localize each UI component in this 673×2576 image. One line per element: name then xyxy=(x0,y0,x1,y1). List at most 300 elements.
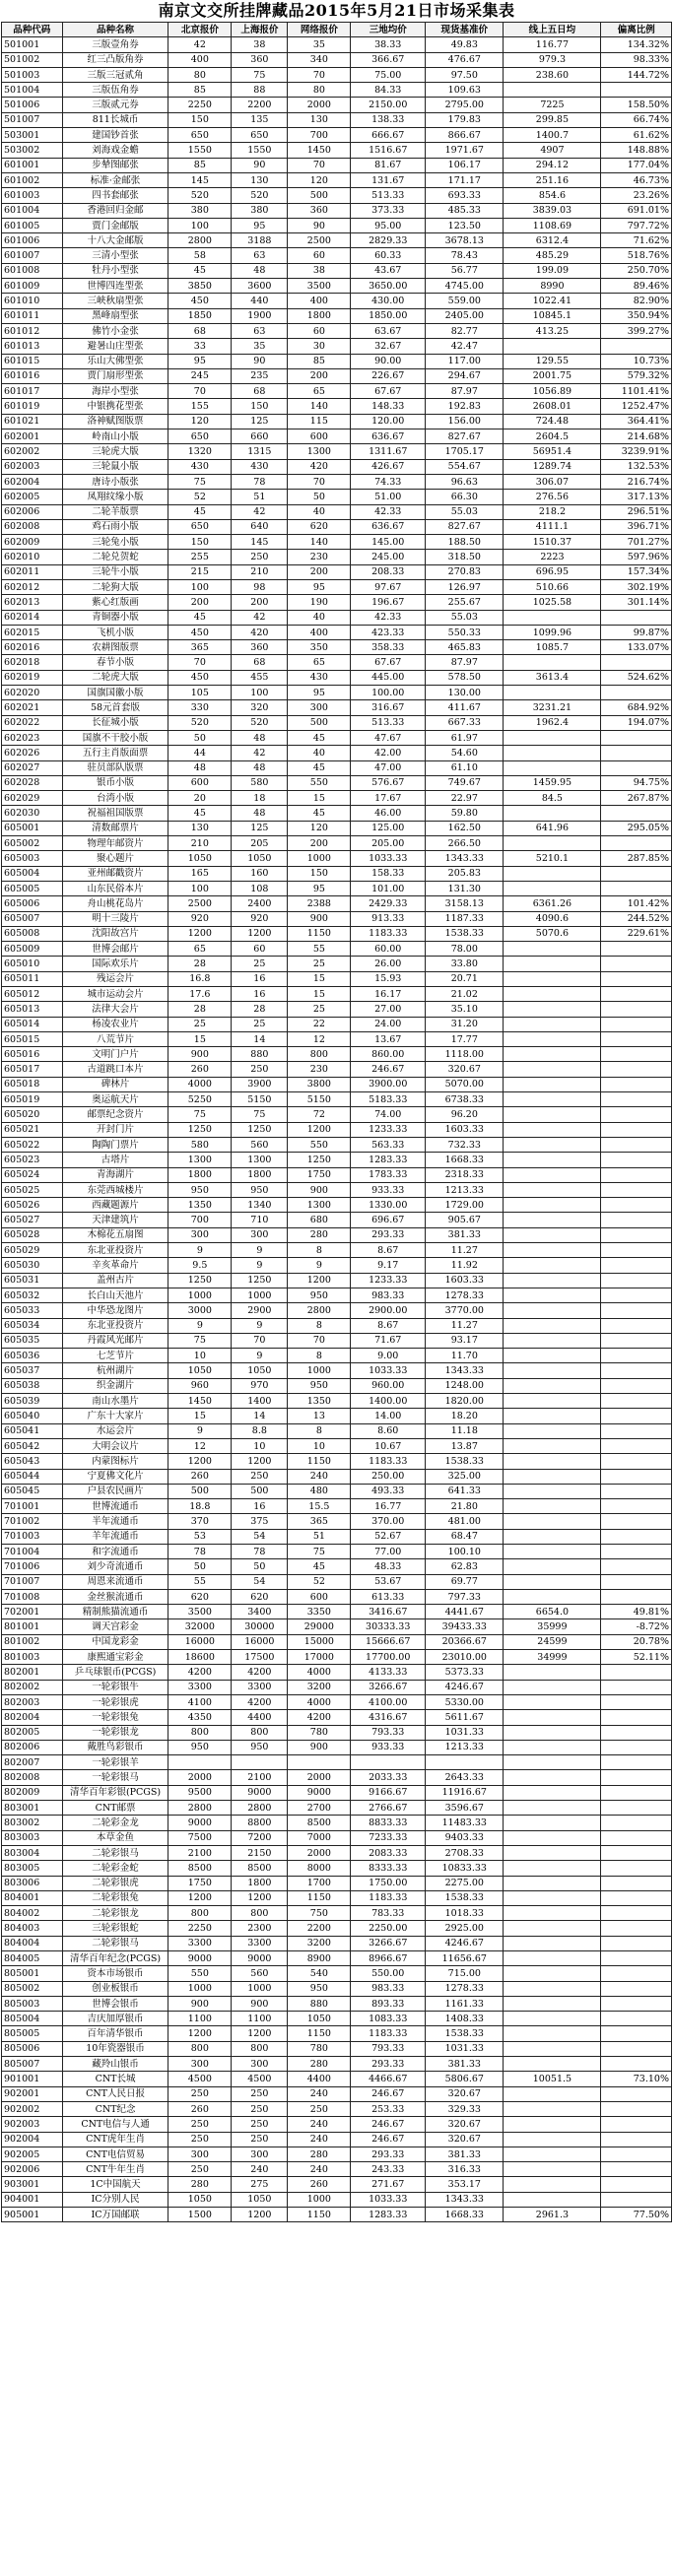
market-data-table xyxy=(1,22,672,2222)
table-row xyxy=(2,1167,672,1182)
cell-name: 织金湖片 xyxy=(62,1378,168,1393)
cell-avg-price: 32.67 xyxy=(351,339,426,354)
column-header: 网络报价 xyxy=(288,23,351,37)
table-row xyxy=(2,1423,672,1438)
cell-deviation xyxy=(601,1349,672,1363)
cell-deviation xyxy=(601,1318,672,1333)
table-row xyxy=(2,294,672,308)
cell-code: 802004 xyxy=(2,1710,63,1725)
cell-deviation xyxy=(601,83,672,98)
cell-avg-price: 860.00 xyxy=(351,1047,426,1062)
cell-deviation: 71.62% xyxy=(601,233,672,248)
cell-avg-price: 63.67 xyxy=(351,323,426,338)
table-row xyxy=(2,1951,672,1966)
cell-online-price: 680 xyxy=(288,1213,351,1227)
table-row xyxy=(2,128,672,143)
table-row xyxy=(2,1650,672,1665)
cell-online-price: 950 xyxy=(288,1288,351,1302)
cell-name: 58元首套版 xyxy=(62,700,168,715)
cell-name: 百年清华银币 xyxy=(62,2026,168,2041)
cell-deviation xyxy=(601,1574,672,1589)
cell-online-price: 1250 xyxy=(288,1153,351,1167)
cell-code: 605035 xyxy=(2,1333,63,1348)
cell-deviation xyxy=(601,1107,672,1122)
cell-beijing-price: 28 xyxy=(168,957,232,971)
cell-deviation xyxy=(601,1092,672,1107)
cell-code: 801002 xyxy=(2,1634,63,1649)
cell-base-price: 2795.00 xyxy=(426,98,504,112)
cell-code: 805004 xyxy=(2,2012,63,2026)
cell-base-price: 1213.33 xyxy=(426,1182,504,1197)
cell-base-price: 2275.00 xyxy=(426,1876,504,1890)
cell-5day-avg xyxy=(504,83,601,98)
cell-5day-avg: 306.07 xyxy=(504,474,601,489)
cell-deviation xyxy=(601,1801,672,1816)
cell-avg-price: 1083.33 xyxy=(351,2012,426,2026)
cell-code: 602023 xyxy=(2,730,63,745)
cell-shanghai-price: 360 xyxy=(232,640,288,655)
table-row xyxy=(2,1378,672,1393)
cell-beijing-price: 145 xyxy=(168,172,232,187)
cell-deviation xyxy=(601,2162,672,2177)
cell-name: 三峡秋扇型张 xyxy=(62,294,168,308)
cell-beijing-price: 4100 xyxy=(168,1694,232,1709)
cell-name: 吉庆加厚银币 xyxy=(62,2012,168,2026)
cell-deviation xyxy=(601,1755,672,1770)
table-row xyxy=(2,746,672,760)
cell-code: 602027 xyxy=(2,760,63,775)
cell-shanghai-price: 8.8 xyxy=(232,1423,288,1438)
cell-code: 605009 xyxy=(2,942,63,957)
cell-5day-avg xyxy=(504,1243,601,1258)
cell-deviation: 701.27% xyxy=(601,535,672,550)
cell-beijing-price: 1200 xyxy=(168,1454,232,1469)
cell-deviation xyxy=(601,2147,672,2161)
cell-name: 国旗国徽小版 xyxy=(62,686,168,700)
cell-name: 乒乓球银币(PCGS) xyxy=(62,1665,168,1680)
cell-base-price: 554.67 xyxy=(426,459,504,474)
cell-code: 804005 xyxy=(2,1951,63,1966)
cell-deviation: 1252.47% xyxy=(601,399,672,414)
cell-shanghai-price: 135 xyxy=(232,112,288,127)
cell-name: CNT电信与人通 xyxy=(62,2117,168,2132)
cell-name: 金丝猴流通币 xyxy=(62,1589,168,1604)
cell-avg-price: 48.33 xyxy=(351,1559,426,1574)
cell-avg-price: 636.67 xyxy=(351,429,426,444)
cell-code: 605034 xyxy=(2,1318,63,1333)
cell-5day-avg xyxy=(504,1153,601,1167)
cell-deviation: 524.62% xyxy=(601,670,672,685)
cell-name: 羊年流通币 xyxy=(62,1529,168,1544)
cell-avg-price: 636.67 xyxy=(351,519,426,534)
cell-beijing-price: 400 xyxy=(168,52,232,67)
page-title: 南京文交所挂牌藏品2015年5月21日市场采集表 xyxy=(158,1,515,20)
cell-shanghai-price: 100 xyxy=(232,686,288,700)
cell-base-price: 1668.33 xyxy=(426,2208,504,2222)
cell-base-price: 1031.33 xyxy=(426,2041,504,2056)
table-row xyxy=(2,987,672,1002)
cell-avg-price: 30333.33 xyxy=(351,1619,426,1634)
cell-shanghai-price: 14 xyxy=(232,1031,288,1046)
cell-code: 804004 xyxy=(2,1936,63,1950)
cell-code: 701004 xyxy=(2,1544,63,1558)
table-row xyxy=(2,52,672,67)
cell-avg-price: 71.67 xyxy=(351,1333,426,1348)
cell-code: 701006 xyxy=(2,1559,63,1574)
table-row xyxy=(2,308,672,323)
cell-online-price: 70 xyxy=(288,158,351,172)
table-row xyxy=(2,1574,672,1589)
cell-code: 601016 xyxy=(2,368,63,383)
cell-shanghai-price: 3188 xyxy=(232,233,288,248)
cell-base-price: 1538.33 xyxy=(426,1454,504,1469)
cell-deviation: 23.26% xyxy=(601,188,672,203)
cell-beijing-price: 52 xyxy=(168,490,232,504)
cell-code: 805002 xyxy=(2,1981,63,1996)
cell-deviation: 99.87% xyxy=(601,625,672,639)
cell-online-price: 75 xyxy=(288,1544,351,1558)
cell-deviation: 216.74% xyxy=(601,474,672,489)
table-row xyxy=(2,1017,672,1031)
cell-online-price: 2500 xyxy=(288,233,351,248)
cell-deviation xyxy=(601,339,672,354)
cell-base-price: 66.30 xyxy=(426,490,504,504)
cell-base-price: 381.33 xyxy=(426,1227,504,1242)
cell-code: 605033 xyxy=(2,1303,63,1318)
cell-5day-avg: 238.60 xyxy=(504,67,601,82)
cell-shanghai-price: 250 xyxy=(232,2117,288,2132)
cell-beijing-price: 260 xyxy=(168,1062,232,1077)
cell-code: 503001 xyxy=(2,128,63,143)
cell-online-price: 115 xyxy=(288,414,351,429)
cell-shanghai-price: 48 xyxy=(232,806,288,821)
cell-code: 605031 xyxy=(2,1273,63,1288)
cell-shanghai-price: 235 xyxy=(232,368,288,383)
cell-deviation: 46.73% xyxy=(601,172,672,187)
table-row xyxy=(2,2012,672,2026)
cell-base-price: 2925.00 xyxy=(426,1921,504,1936)
cell-beijing-price: 1200 xyxy=(168,926,232,941)
cell-online-price: 550 xyxy=(288,1137,351,1152)
cell-code: 804003 xyxy=(2,1921,63,1936)
cell-5day-avg: 3231.21 xyxy=(504,700,601,715)
cell-shanghai-price: 38 xyxy=(232,37,288,52)
table-row xyxy=(2,730,672,745)
cell-5day-avg xyxy=(504,987,601,1002)
cell-5day-avg xyxy=(504,2117,601,2132)
cell-shanghai-price: 1250 xyxy=(232,1122,288,1137)
cell-beijing-price: 100 xyxy=(168,881,232,895)
cell-avg-price: 3266.67 xyxy=(351,1680,426,1694)
table-row xyxy=(2,2132,672,2147)
cell-avg-price: 423.33 xyxy=(351,625,426,639)
cell-code: 805007 xyxy=(2,2057,63,2072)
cell-beijing-price: 9 xyxy=(168,1243,232,1258)
cell-base-price: 156.00 xyxy=(426,414,504,429)
cell-5day-avg xyxy=(504,1394,601,1409)
table-row xyxy=(2,490,672,504)
cell-5day-avg xyxy=(504,1936,601,1950)
cell-base-price: 550.33 xyxy=(426,625,504,639)
cell-beijing-price: 1050 xyxy=(168,851,232,866)
cell-code: 605002 xyxy=(2,836,63,851)
cell-avg-price: 77.00 xyxy=(351,1544,426,1558)
cell-name: CNT电信贸易 xyxy=(62,2147,168,2161)
cell-5day-avg: 4111.1 xyxy=(504,519,601,534)
cell-code: 602014 xyxy=(2,610,63,625)
cell-name: 二轮彩银虎 xyxy=(62,1876,168,1890)
cell-code: 605014 xyxy=(2,1017,63,1031)
cell-5day-avg xyxy=(504,806,601,821)
cell-avg-price: 783.33 xyxy=(351,1906,426,1921)
cell-deviation: 89.46% xyxy=(601,279,672,294)
cell-shanghai-price: 950 xyxy=(232,1740,288,1754)
cell-code: 801003 xyxy=(2,1650,63,1665)
column-header: 北京报价 xyxy=(168,23,232,37)
cell-deviation xyxy=(601,2101,672,2116)
cell-shanghai-price: 300 xyxy=(232,1227,288,1242)
cell-name: CNT纪念 xyxy=(62,2101,168,2116)
cell-shanghai-price: 250 xyxy=(232,550,288,564)
cell-name: 周恩来流通币 xyxy=(62,1574,168,1589)
cell-beijing-price: 520 xyxy=(168,188,232,203)
table-row xyxy=(2,896,672,911)
cell-shanghai-price: 1315 xyxy=(232,444,288,459)
cell-online-price: 420 xyxy=(288,459,351,474)
cell-shanghai-price: 800 xyxy=(232,1725,288,1740)
table-row xyxy=(2,1981,672,1996)
cell-deviation xyxy=(601,1514,672,1529)
cell-beijing-price: 85 xyxy=(168,83,232,98)
cell-5day-avg: 4907 xyxy=(504,143,601,158)
cell-code: 602028 xyxy=(2,775,63,790)
cell-deviation: 61.62% xyxy=(601,128,672,143)
cell-avg-price: 8333.33 xyxy=(351,1861,426,1876)
cell-name: 资本市场银币 xyxy=(62,1966,168,1981)
table-row xyxy=(2,2057,672,2072)
cell-5day-avg: 6361.26 xyxy=(504,896,601,911)
cell-deviation: 10.73% xyxy=(601,354,672,368)
column-header: 品种名称 xyxy=(62,23,168,37)
cell-5day-avg xyxy=(504,1318,601,1333)
cell-avg-price: 8833.33 xyxy=(351,1816,426,1830)
cell-beijing-price: 2250 xyxy=(168,98,232,112)
table-row xyxy=(2,158,672,172)
table-row xyxy=(2,1122,672,1137)
table-row xyxy=(2,248,672,263)
cell-online-price: 350 xyxy=(288,640,351,655)
cell-code: 602019 xyxy=(2,670,63,685)
cell-online-price: 2000 xyxy=(288,98,351,112)
cell-base-price: 329.33 xyxy=(426,2101,504,2116)
cell-code: 601019 xyxy=(2,399,63,414)
cell-shanghai-price: 800 xyxy=(232,1906,288,1921)
cell-base-price: 42.47 xyxy=(426,339,504,354)
cell-deviation: 597.96% xyxy=(601,550,672,564)
cell-shanghai-price: 4200 xyxy=(232,1694,288,1709)
cell-5day-avg: 485.29 xyxy=(504,248,601,263)
cell-name: 文明门户片 xyxy=(62,1047,168,1062)
cell-beijing-price: 9 xyxy=(168,1423,232,1438)
cell-shanghai-price: 1200 xyxy=(232,1890,288,1905)
cell-5day-avg xyxy=(504,1409,601,1423)
cell-shanghai-price: 2200 xyxy=(232,98,288,112)
cell-shanghai-price: 48 xyxy=(232,730,288,745)
table-row xyxy=(2,1589,672,1604)
cell-name: 大明会议片 xyxy=(62,1438,168,1453)
cell-code: 803001 xyxy=(2,1801,63,1816)
cell-5day-avg xyxy=(504,2041,601,2056)
cell-shanghai-price: 28 xyxy=(232,1002,288,1017)
cell-online-price: 7000 xyxy=(288,1830,351,1845)
cell-beijing-price: 2000 xyxy=(168,1770,232,1785)
cell-deviation: 396.71% xyxy=(601,519,672,534)
cell-name: 二轮彩银马 xyxy=(62,1936,168,1950)
cell-avg-price: 81.67 xyxy=(351,158,426,172)
cell-shanghai-price: 1250 xyxy=(232,1273,288,1288)
cell-deviation xyxy=(601,1740,672,1754)
cell-beijing-price: 130 xyxy=(168,821,232,835)
cell-shanghai-price: 78 xyxy=(232,1544,288,1558)
cell-beijing-price: 300 xyxy=(168,2147,232,2161)
cell-deviation: 267.87% xyxy=(601,791,672,806)
cell-5day-avg xyxy=(504,1966,601,1981)
cell-base-price: 1729.00 xyxy=(426,1198,504,1213)
cell-avg-price: 1183.33 xyxy=(351,1454,426,1469)
cell-online-price: 200 xyxy=(288,836,351,851)
table-row xyxy=(2,339,672,354)
cell-avg-price: 9.00 xyxy=(351,1349,426,1363)
cell-5day-avg xyxy=(504,836,601,851)
cell-name: 物理年邮资片 xyxy=(62,836,168,851)
cell-5day-avg: 510.66 xyxy=(504,579,601,594)
cell-base-price: 1031.33 xyxy=(426,1725,504,1740)
table-row xyxy=(2,1047,672,1062)
cell-online-price: 70 xyxy=(288,67,351,82)
cell-avg-price: 1033.33 xyxy=(351,1363,426,1378)
cell-beijing-price: 95 xyxy=(168,354,232,368)
cell-online-price: 40 xyxy=(288,610,351,625)
cell-code: 501001 xyxy=(2,37,63,52)
cell-code: 605017 xyxy=(2,1062,63,1077)
cell-base-price: 1248.00 xyxy=(426,1378,504,1393)
cell-deviation: 399.27% xyxy=(601,323,672,338)
cell-base-price: 10833.33 xyxy=(426,1861,504,1876)
cell-code: 802009 xyxy=(2,1785,63,1800)
cell-name: 辛亥革命片 xyxy=(62,1258,168,1273)
cell-online-price: 260 xyxy=(288,2177,351,2192)
cell-base-price: 21.80 xyxy=(426,1499,504,1514)
cell-code: 605008 xyxy=(2,926,63,941)
cell-name: 步辇图邮张 xyxy=(62,158,168,172)
cell-online-price: 780 xyxy=(288,1725,351,1740)
cell-code: 802002 xyxy=(2,1680,63,1694)
cell-5day-avg: 8990 xyxy=(504,279,601,294)
cell-code: 602013 xyxy=(2,595,63,610)
cell-beijing-price: 58 xyxy=(168,248,232,263)
cell-beijing-price: 550 xyxy=(168,1966,232,1981)
cell-beijing-price: 450 xyxy=(168,670,232,685)
cell-avg-price: 10.67 xyxy=(351,1438,426,1453)
cell-shanghai-price: 500 xyxy=(232,1484,288,1498)
cell-name: 清华百年彩银(PCGS) xyxy=(62,1785,168,1800)
cell-deviation: 579.32% xyxy=(601,368,672,383)
cell-avg-price: 8.60 xyxy=(351,1423,426,1438)
cell-base-price: 93.17 xyxy=(426,1333,504,1348)
cell-avg-price: 243.33 xyxy=(351,2162,426,2177)
cell-avg-price: 90.00 xyxy=(351,354,426,368)
cell-base-price: 61.10 xyxy=(426,760,504,775)
cell-code: 602029 xyxy=(2,791,63,806)
cell-deviation xyxy=(601,760,672,775)
cell-deviation: 20.78% xyxy=(601,1634,672,1649)
cell-deviation xyxy=(601,1936,672,1950)
cell-base-price: 1603.33 xyxy=(426,1122,504,1137)
table-row xyxy=(2,1092,672,1107)
cell-5day-avg xyxy=(504,1665,601,1680)
cell-deviation xyxy=(601,2132,672,2147)
cell-name: 山东民俗本片 xyxy=(62,881,168,895)
cell-beijing-price: 100 xyxy=(168,579,232,594)
cell-beijing-price: 900 xyxy=(168,1996,232,2011)
cell-avg-price: 933.33 xyxy=(351,1740,426,1754)
cell-code: 902006 xyxy=(2,2162,63,2177)
cell-deviation: 296.51% xyxy=(601,504,672,519)
cell-shanghai-price: 1300 xyxy=(232,1153,288,1167)
cell-name: 清数邮票片 xyxy=(62,821,168,835)
cell-5day-avg: 299.85 xyxy=(504,112,601,127)
cell-name: 二轮兑贺蛇 xyxy=(62,550,168,564)
cell-base-price: 667.33 xyxy=(426,715,504,730)
cell-5day-avg: 1056.89 xyxy=(504,384,601,399)
cell-shanghai-price: 205 xyxy=(232,836,288,851)
table-row xyxy=(2,414,672,429)
cell-base-price: 39433.33 xyxy=(426,1619,504,1634)
cell-beijing-price: 800 xyxy=(168,2041,232,2056)
cell-deviation xyxy=(601,836,672,851)
cell-base-price: 270.83 xyxy=(426,564,504,579)
cell-deviation xyxy=(601,1816,672,1830)
cell-online-price: 8 xyxy=(288,1318,351,1333)
cell-code: 701002 xyxy=(2,1514,63,1529)
cell-beijing-price: 800 xyxy=(168,1906,232,1921)
cell-name: IC万国邮联 xyxy=(62,2208,168,2222)
cell-code: 605015 xyxy=(2,1031,63,1046)
cell-name: 宁夏佛文化片 xyxy=(62,1469,168,1484)
cell-online-price: 1750 xyxy=(288,1167,351,1182)
cell-base-price: 100.10 xyxy=(426,1544,504,1558)
cell-base-price: 6738.33 xyxy=(426,1092,504,1107)
cell-5day-avg xyxy=(504,1785,601,1800)
cell-avg-price: 513.33 xyxy=(351,715,426,730)
cell-beijing-price: 45 xyxy=(168,610,232,625)
cell-5day-avg xyxy=(504,1092,601,1107)
cell-beijing-price: 2500 xyxy=(168,896,232,911)
cell-name: 二轮狗大版 xyxy=(62,579,168,594)
cell-avg-price: 131.67 xyxy=(351,172,426,187)
cell-code: 605026 xyxy=(2,1198,63,1213)
cell-5day-avg xyxy=(504,1047,601,1062)
cell-deviation xyxy=(601,2177,672,2192)
cell-online-price: 1000 xyxy=(288,851,351,866)
cell-deviation xyxy=(601,1951,672,1966)
cell-base-price: 3770.00 xyxy=(426,1303,504,1318)
cell-online-price: 240 xyxy=(288,2132,351,2147)
cell-shanghai-price: 42 xyxy=(232,504,288,519)
cell-deviation: 3239.91% xyxy=(601,444,672,459)
cell-deviation xyxy=(601,957,672,971)
cell-shanghai-price: 9000 xyxy=(232,1951,288,1966)
